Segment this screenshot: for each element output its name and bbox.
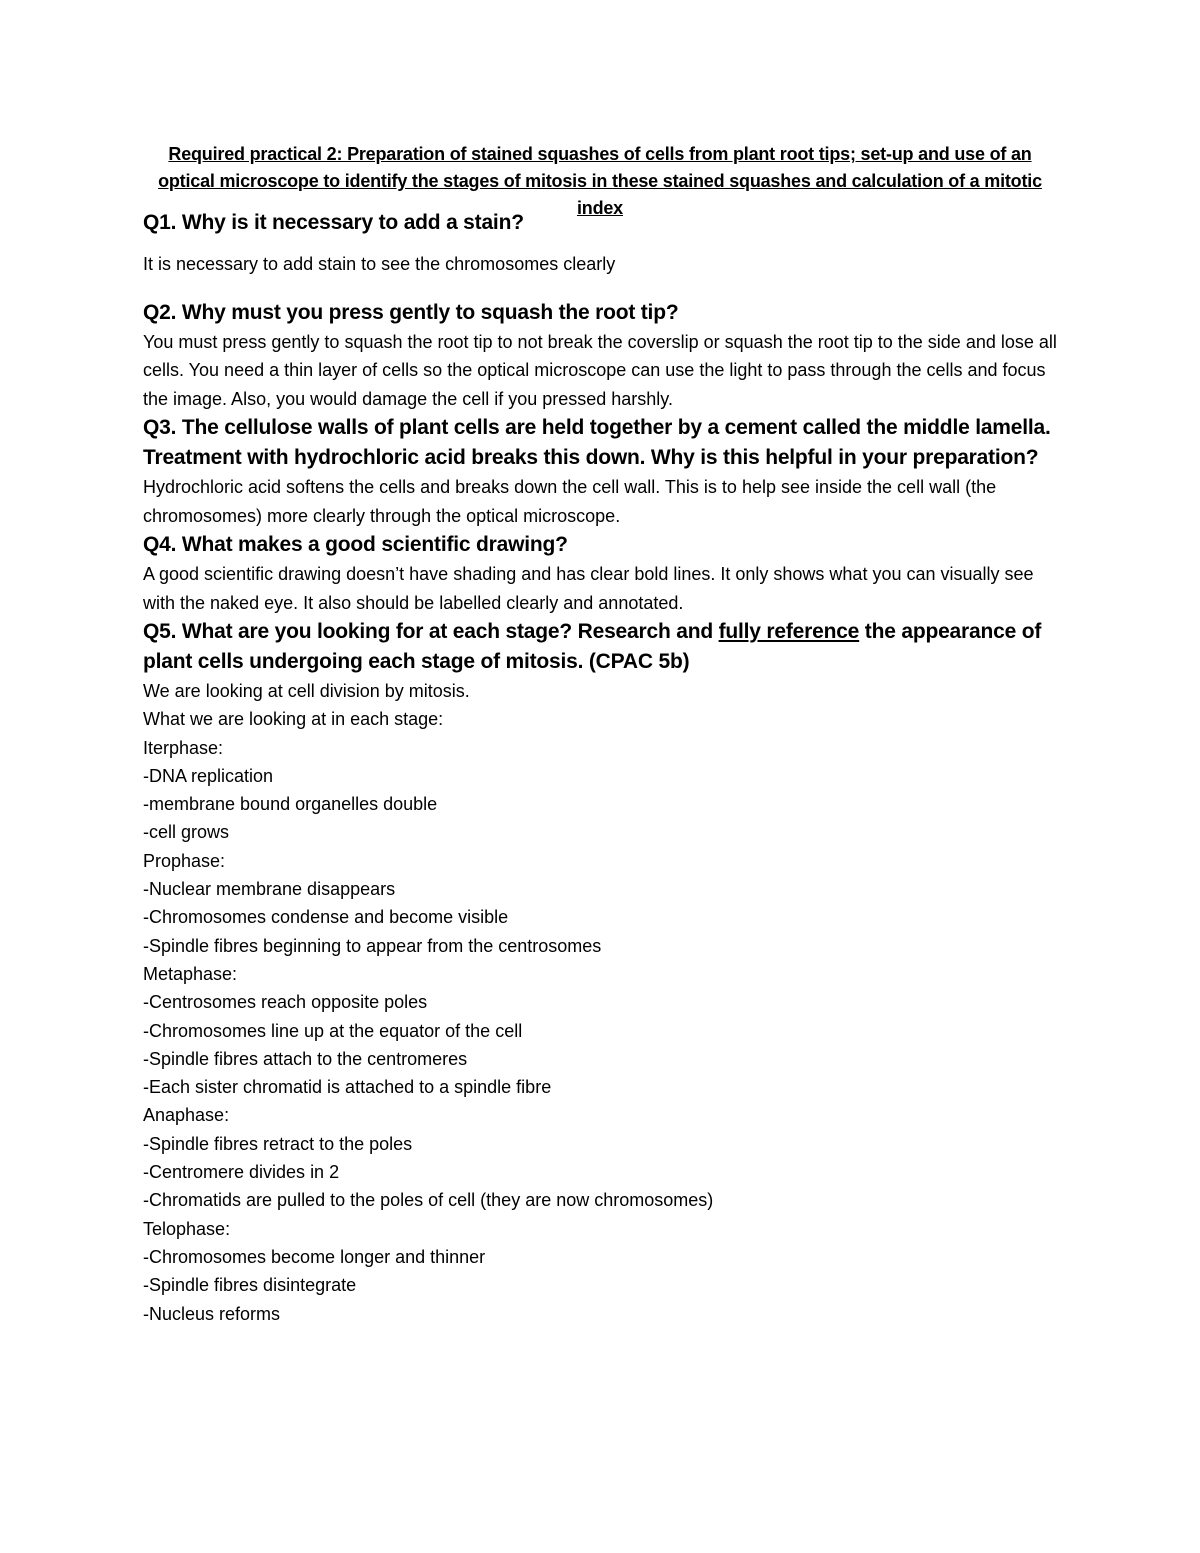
stage-heading-interphase: Iterphase: bbox=[143, 737, 224, 758]
answer-5-line: -Spindle fibres beginning to appear from the centrosomes bbox=[143, 935, 602, 956]
answer-5-line: -Chromosomes line up at the equator of the cell bbox=[143, 1020, 523, 1041]
answer-5-line: What we are looking at in each stage: bbox=[143, 709, 444, 730]
question-5-underlined: fully reference bbox=[718, 620, 860, 643]
answer-5-line: -Chromatids are pulled to the poles of cell (they are now chromosomes) bbox=[143, 1190, 714, 1211]
stage-heading-telophase: Telophase: bbox=[143, 1218, 231, 1239]
answer-5-line: -Each sister chromatid is attached to a spindle fibre bbox=[143, 1077, 552, 1098]
stage-heading-anaphase: Anaphase: bbox=[143, 1105, 230, 1126]
document-body bbox=[143, 208, 1063, 1328]
answer-5-line: -Spindle fibres disintegrate bbox=[143, 1275, 357, 1296]
answer-5-line: We are looking at cell division by mitosis. bbox=[143, 681, 470, 701]
answer-5-line: -Chromosomes condense and become visible bbox=[143, 907, 509, 928]
document-title: Required practical 2: Preparation of stained squashes of cells from plant root tips; set-up and use of an optical microscope to identify the stages of mitosis in these stained squashes and calculation of a mitotic index bbox=[158, 144, 1042, 218]
answer-5-line: -Nuclear membrane disappears bbox=[143, 879, 396, 900]
answer-5-line: -membrane bound organelles double bbox=[143, 794, 438, 815]
question-1: Q1. Why is it necessary to add a stain? bbox=[143, 211, 524, 234]
stage-heading-prophase: Prophase: bbox=[143, 850, 226, 871]
answer-5-line: -DNA replication bbox=[143, 765, 274, 786]
answer-4: A good scientific drawing doesn’t have shading and has clear bold lines. It only shows what you can visually see with the naked eye. It also should be labelled clearly and annotated. bbox=[143, 564, 1034, 613]
answer-3: Hydrochloric acid softens the cells and breaks down the cell wall. This is to help see inside the cell wall (the chromosomes) more clearly through the optical microscope. bbox=[143, 477, 997, 526]
question-4: Q4. What makes a good scientific drawing? bbox=[143, 533, 568, 556]
answer-2: You must press gently to squash the root tip to not break the coverslip or squash the root tip to the side and lose all cells. You need a thin layer of cells so the optical microscope can use the light to pass through the cells and focus the image. Also, you would damage the cell if you pressed harshly. bbox=[143, 331, 1057, 409]
answer-5-line: -Nucleus reforms bbox=[143, 1303, 281, 1324]
question-5-part2: the appearance of plant cells undergoing each stage of mitosis. (CPAC 5b) bbox=[143, 620, 1042, 673]
question-5-part1: Q5. What are you looking for at each stage? Research and bbox=[143, 620, 719, 643]
answer-5-line: -Centrosomes reach opposite poles bbox=[143, 992, 428, 1013]
answer-1: It is necessary to add stain to see the chromosomes clearly bbox=[143, 254, 616, 274]
question-5 bbox=[143, 617, 1063, 677]
question-3: Q3. The cellulose walls of plant cells are held together by a cement called the middle lamella. Treatment with hydrochloric acid breaks this down. Why is this helpful in your preparation? bbox=[143, 416, 1051, 469]
answer-5-line: -Centromere divides in 2 bbox=[143, 1162, 340, 1183]
answer-5 bbox=[143, 677, 1063, 1328]
answer-5-line: -Spindle fibres attach to the centromeres bbox=[143, 1048, 468, 1069]
answer-5-line: -cell grows bbox=[143, 822, 230, 843]
answer-5-line: -Chromosomes become longer and thinner bbox=[143, 1246, 486, 1267]
answer-5-line: -Spindle fibres retract to the poles bbox=[143, 1133, 413, 1154]
question-2: Q2. Why must you press gently to squash the root tip? bbox=[143, 300, 679, 324]
stage-heading-metaphase: Metaphase: bbox=[143, 963, 238, 984]
